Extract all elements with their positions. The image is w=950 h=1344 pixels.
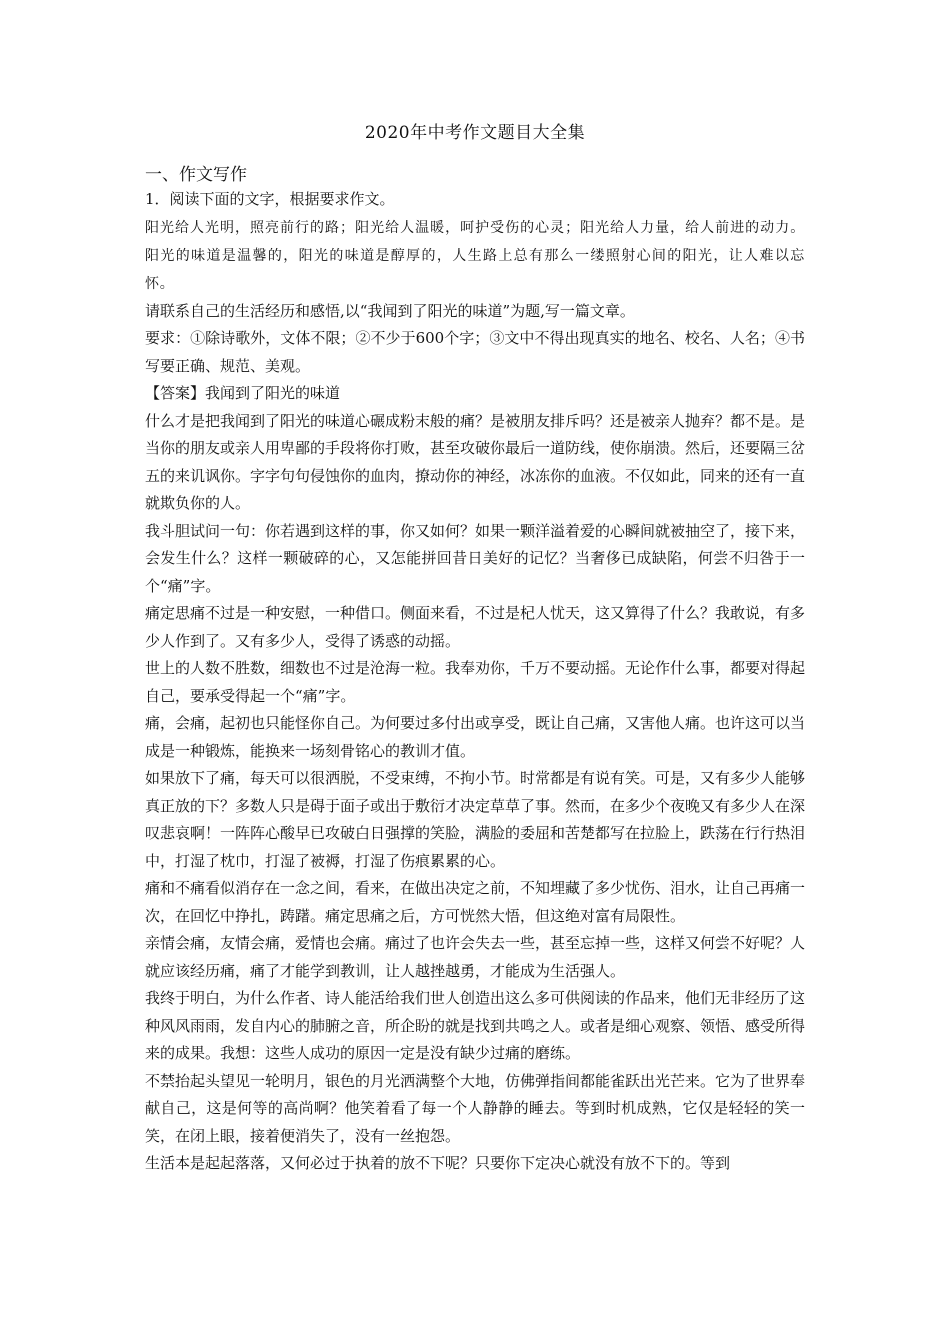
essay-paragraph: 我斗胆试问一句：你若遇到这样的事，你又如何？如果一颗洋溢着爱的心瞬间就被抽空了，接下来，会发生什么？这样一颗破碎的心，又怎能拼回昔日美好的记忆？当奢侈已成缺陷，何尝不归咎于一个“痛”字。 bbox=[145, 521, 806, 595]
section-heading: 一、作文写作 bbox=[145, 165, 247, 185]
essay-paragraph: 如果放下了痛，每天可以很洒脱，不受束缚，不拘小节。时常都是有说有笑。可是，又有多少人能够真正放的下？多数人只是碍于面子或出于敷衍才决定草草了事。然而，在多少个夜晚又有多少人在深叹悲哀啊！一阵阵心酸早已攻破白日强撑的笑脸，满脸的委屈和苦楚都写在拉脸上，跌荡在行行热泪中，打湿了枕巾，打湿了被褥，打湿了伤痕累累的心。 bbox=[145, 769, 806, 870]
document-body bbox=[145, 186, 805, 1178]
essay-paragraph: 我终于明白，为什么作者、诗人能活给我们世人创造出这么多可供阅读的作品来，他们无非经历了这种风风雨雨，发自内心的肺腑之音，所企盼的就是找到共鸣之人。或者是细心观察、领悟、感受所得来的成果。我想：这些人成功的原因一定是没有缺少过痛的磨练。 bbox=[145, 989, 806, 1062]
essay-paragraph: 痛定思痛不过是一种安慰，一种借口。侧面来看，不过是杞人忧天，这又算得了什么？我敢说，有多少人作到了。又有多少人，受得了诱惑的动摇。 bbox=[145, 604, 806, 650]
document-title: 2020年中考作文题目大全集 bbox=[364, 123, 586, 143]
essay-paragraph: 生活本是起起落落，又何必过于执着的放不下呢？只要你下定决心就没有放不下的。等到 bbox=[145, 1154, 731, 1172]
essay-paragraph: 什么才是把我闻到了阳光的味道心碾成粉末般的痛？是被朋友排斥吗？还是被亲人抛弃？都不是。是当你的朋友或亲人用卑鄙的手段将你打败，甚至攻破你最后一道防线，使你崩溃。然后，还要隔三岔五的来讥讽你。字字句句侵蚀你的血肉，撩动你的神经，冰冻你的血液。不仅如此，同来的还有一直就欺负你的人。 bbox=[145, 411, 806, 512]
question-line: 1．阅读下面的文字，根据要求作文。 bbox=[145, 190, 395, 208]
prompt-quote: 阳光给人光明，照亮前行的路；阳光给人温暖，呵护受伤的心灵；阳光给人力量，给人前进的动力。阳光的味道是温馨的，阳光的味道是醇厚的，人生路上总有那么一缕照射心间的阳光，让人难以忘怀。 bbox=[145, 219, 805, 292]
requirements-text: 要求：①除诗歌外，文体不限；②不少于600个字；③文中不得出现真实的地名、校名、人名；④书写要正确、规范、美观。 bbox=[145, 329, 805, 375]
instruction-text: 请联系自己的生活经历和感悟,以“我闻到了阳光的味道”为题,写一篇文章。 bbox=[145, 301, 635, 320]
essay-paragraph: 世上的人数不胜数，细数也不过是沧海一粒。我奉劝你，千万不要动摇。无论作什么事，都要对得起自己，要承受得起一个“痛”字。 bbox=[145, 659, 806, 705]
essay-paragraph: 不禁抬起头望见一轮明月，银色的月光洒满整个大地，仿佛弹指间都能雀跃出光芒来。它为了世界奉献自己，这是何等的高尚啊？他笑着看了每一个人静静的睡去。等到时机成熟，它仅是轻轻的笑一笑，在闭上眼，接着便消失了，没有一丝抱怨。 bbox=[145, 1071, 806, 1145]
essay-paragraph: 亲情会痛，友情会痛，爱情也会痛。痛过了也许会失去一些，甚至忘掉一些，这样又何尝不好呢？人就应该经历痛，痛了才能学到教训，让人越挫越勇，才能成为生活强人。 bbox=[145, 934, 806, 980]
answer-heading: 【答案】我闻到了阳光的味道 bbox=[145, 384, 341, 402]
essay-paragraph: 痛和不痛看似消存在一念之间，看来，在做出决定之前，不知埋藏了多少忧伤、泪水，让自己再痛一次，在回忆中挣扎，踌躇。痛定思痛之后，方可恍然大悟，但这绝对富有局限性。 bbox=[145, 879, 806, 925]
essay-paragraph: 痛，会痛，起初也只能怪你自己。为何要过多付出或享受，既让自己痛，又害他人痛。也许这可以当成是一种锻炼，能换来一场刻骨铭心的教训才值。 bbox=[145, 714, 806, 760]
